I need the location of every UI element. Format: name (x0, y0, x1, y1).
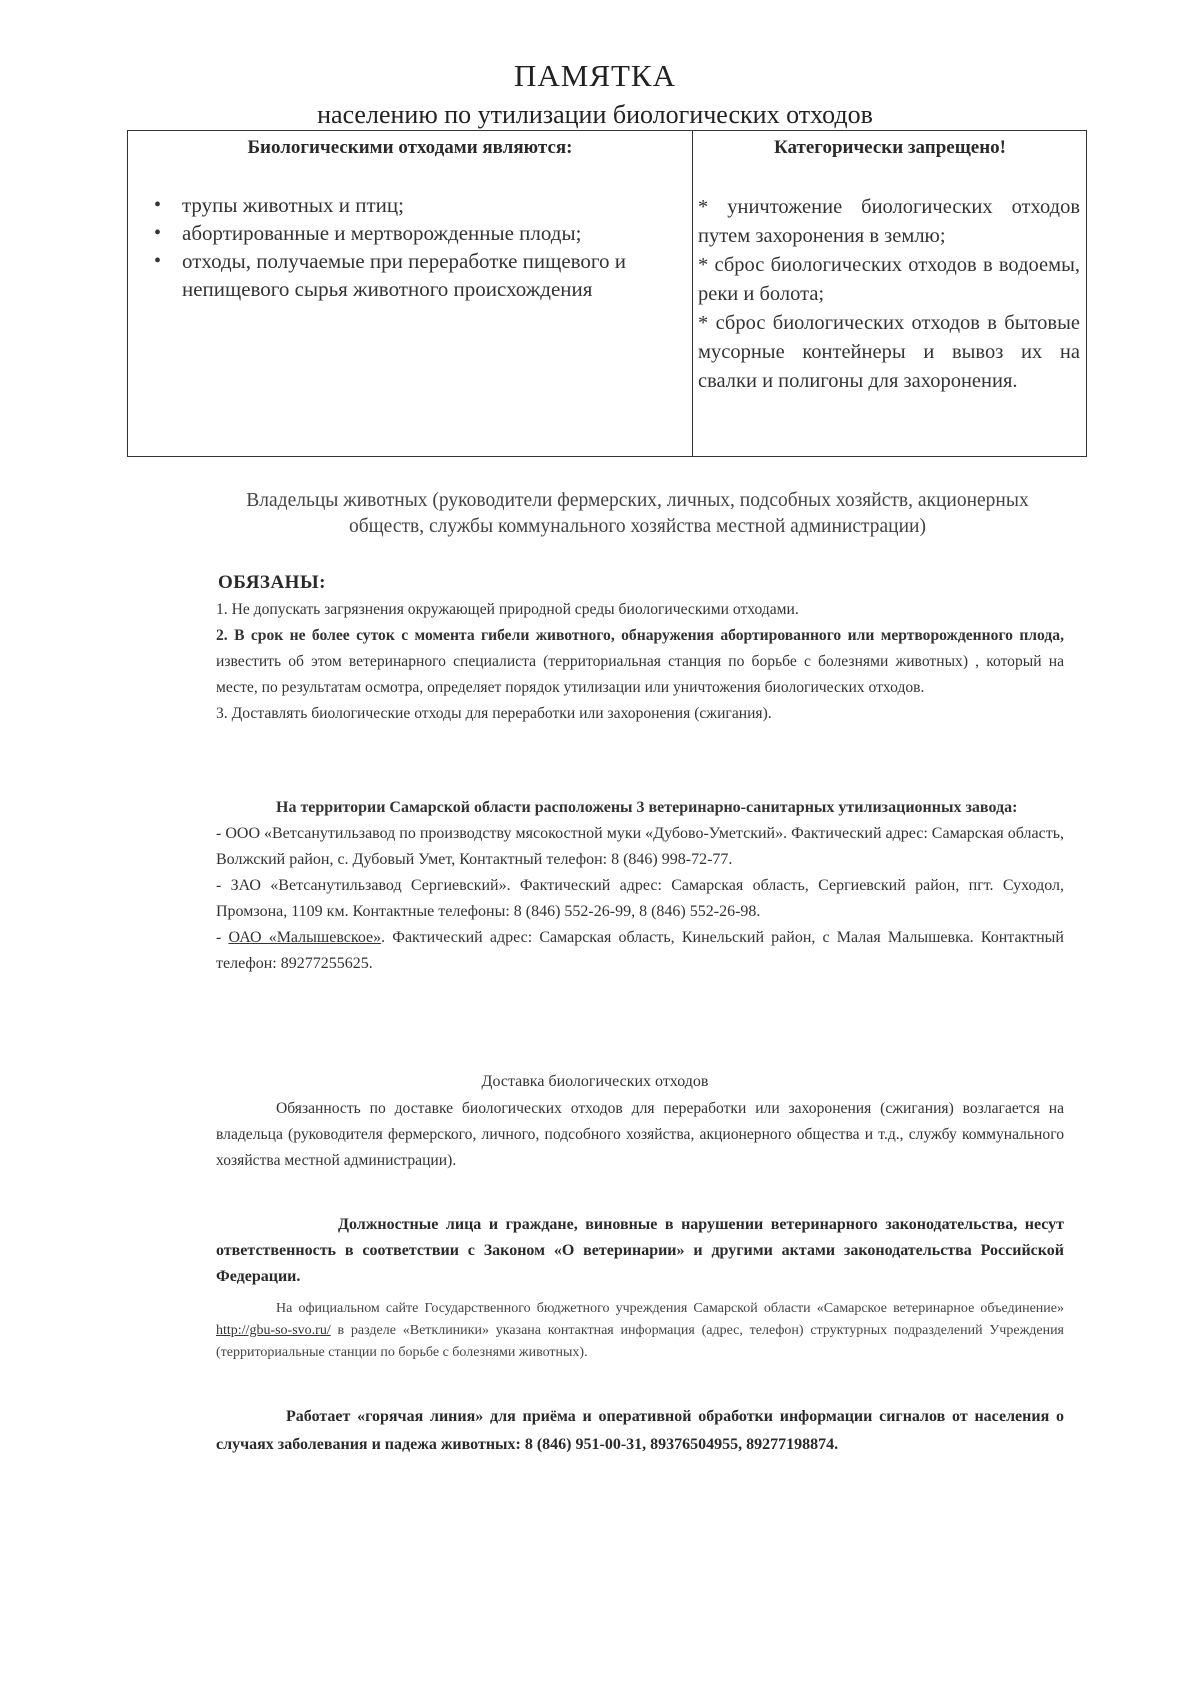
list-item: * сброс биологических отходов в бытовые мусорные контейнеры и вывоз их на свалки и полигоны для захоронения. (698, 312, 1080, 392)
prohibited-list (698, 193, 1080, 396)
obligated-heading: ОБЯЗАНЫ: (218, 572, 326, 593)
plant-item (216, 925, 1064, 977)
website-text-after: в разделе «Ветклиники» указана контактная информация (адрес, телефон) структурных подразделений Учреждения (территориальные станции по борьбе с болезнями животных). (216, 1323, 1064, 1360)
website-link[interactable]: http://gbu-so-svo.ru/ (216, 1323, 331, 1338)
table-heading-biowaste: Биологическими отходами являются: (247, 137, 573, 158)
list-item: * уничтожение биологических отходов путем захоронения в землю; (698, 196, 1080, 247)
plant-name: ОАО «Малышевское» (228, 929, 382, 946)
plant-item: - ООО «Ветсанутильзавод по производству мясокостной муки «Дубово-Уметский». Фактический адрес: Самарская область, Волжский район, с. Дубовый Умет, Контактный телефон: 8 (846) 998-72-77. (216, 825, 1065, 868)
duty-item: 3. Доставлять биологические отходы для переработки или захоронения (сжигания). (216, 705, 772, 722)
list-item: • отходы, получаемые при переработке пищевого и непищевого сырья животного происхождения (150, 247, 670, 303)
page-subtitle: населению по утилизации биологических отходов (317, 100, 873, 129)
duty-item (216, 623, 1064, 701)
plant-item: - ЗАО «Ветсанутильзавод Сергиевский». Фактический адрес: Самарская область, Сергиевский район, пгт. Суходол, Промзона, 1109 км. Контактные телефоны: 8 (846) 552-26-99, 8 (846) 552-26-98. (216, 877, 1064, 920)
plant-prefix: - (216, 929, 229, 946)
duty-deadline: 2. В срок не более суток с момента гибели животного, обнаружения абортированного или мертворожденного плода, (216, 627, 1064, 644)
owners-paragraph: Владельцы животных (руководители фермерских, личных, подсобных хозяйств, акционерных обществ, службы коммунального хозяйства местной администрации) (246, 490, 1029, 537)
table-heading-prohibited: Категорически запрещено! (773, 137, 1006, 158)
plants-intro: На территории Самарской области расположены 3 ветеринарно-санитарных утилизационных завода: (276, 799, 1018, 816)
delivery-paragraph: Обязанность по доставке биологических отходов для переработки или захоронения (сжигания) возлагается на владельца (руководителя фермерского, личного, подсобного хозяйства, акционерного общества и т.д., службу коммунального хозяйства местной администрации). (216, 1100, 1064, 1169)
website-text-before: На официальном сайте Государственного бюджетного учреждения Самарской области «Самарское ветеринарное объединение» (276, 1301, 1064, 1316)
table-column-divider (692, 131, 693, 456)
plant-details: . Фактический адрес: Самарская область, Кинельский район, с Малая Малышевка. Контактный телефон: 89277255625. (216, 929, 1064, 972)
duties-list (216, 597, 1064, 727)
delivery-heading: Доставка биологических отходов (481, 1073, 709, 1090)
list-item: * сброс биологических отходов в водоемы, реки и болота; (698, 254, 1080, 305)
list-item: • абортированные и мертворожденные плоды; (150, 219, 670, 247)
list-item: • трупы животных и птиц; (150, 191, 670, 219)
hotline-paragraph: Работает «горячая линия» для приёма и оперативной обработки информации сигналов от населения о случаях заболевания и падежа животных: 8 (846) 951-00-31, 89376504955, 89277198874. (216, 1408, 1064, 1453)
page-title: ПАМЯТКА (513, 58, 676, 93)
website-paragraph (216, 1298, 1064, 1364)
info-table (127, 130, 1087, 457)
liability-paragraph: Должностные лица и граждане, виновные в нарушении ветеринарного законодательства, несут ответственность в соответствии с Законом «О ветеринарии» и другими актами законодательства Российской Федерации. (216, 1216, 1064, 1285)
duty-notify: известить об этом ветеринарного специалиста (территориальная станция по борьбе с болезнями животных) , который на месте, по результатам осмотра, определяет порядок утилизации или уничтожения биологических отходов. (216, 653, 1064, 696)
duty-item: 1. Не допускать загрязнения окружающей природной среды биологическими отходами. (216, 601, 799, 618)
plants-section (216, 795, 1064, 977)
biowaste-list (150, 191, 670, 303)
